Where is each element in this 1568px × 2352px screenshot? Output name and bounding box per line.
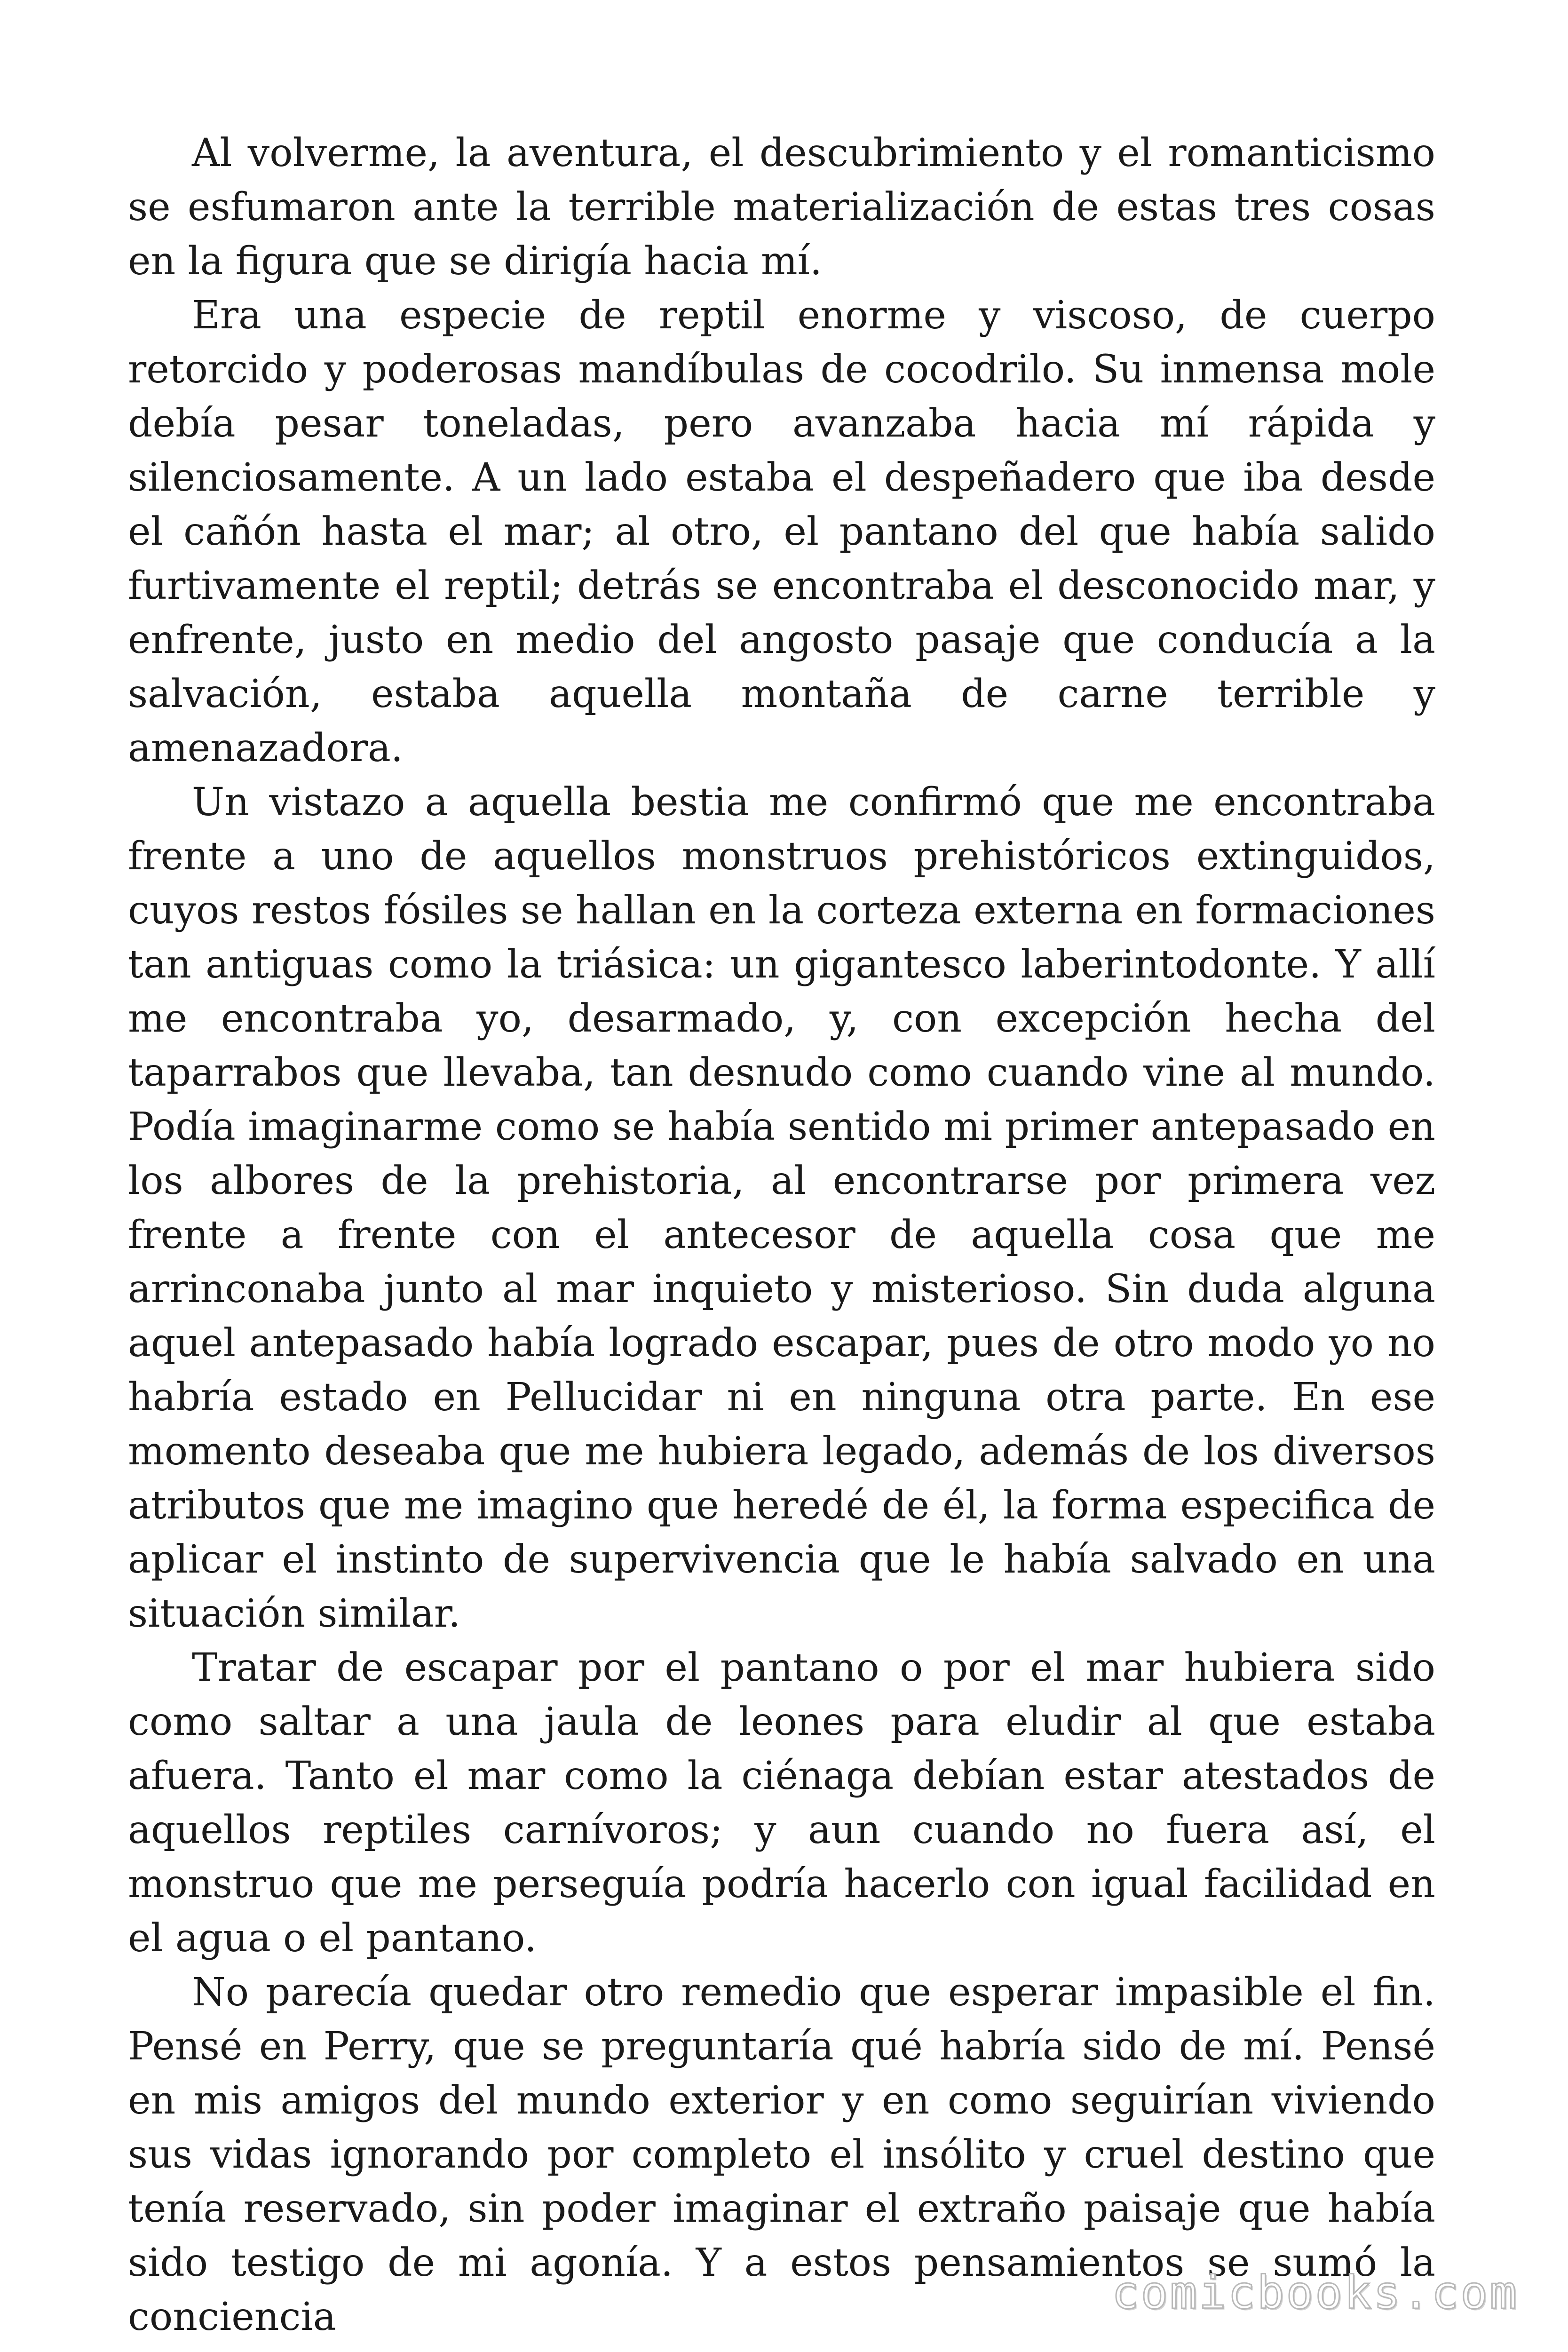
paragraph-1: Al volverme, la aventura, el descubrimiento y el romanticismo se esfumaron ante la terrible materialización de estas tres cosas en la figura que se dirigía hacia mí. xyxy=(128,131,1435,284)
watermark-logo: comicbooks.com xyxy=(1111,2266,1519,2319)
paragraph-5: No parecía quedar otro remedio que esperar impasible el fin. Pensé en Perry, que se preguntaría qué habría sido de mí. Pensé en mis amigos del mundo exterior y en como seguirían viviendo sus vidas ignorando por completo el insólito y cruel destino que tenía reservado, sin poder imaginar el extraño paisaje que había sido testigo de mi agonía. Y a estos pensamientos se sumó la conciencia xyxy=(128,1970,1435,2339)
paragraph-2: Era una especie de reptil enorme y viscoso, de cuerpo retorcido y poderosas mandíbulas de cocodrilo. Su inmensa mole debía pesar toneladas, pero avanzaba hacia mí rápida y silenciosamente. A un lado estaba el despeñadero que iba desde el cañón hasta el mar; al otro, el pantano del que había salido furtivamente el reptil; detrás se encontraba el desconocido mar, y enfrente, justo en medio del angosto pasaje que conducía a la salvación, estaba aquella montaña de carne terrible y amenazadora. xyxy=(128,293,1435,771)
paragraph-4: Tratar de escapar por el pantano o por el mar hubiera sido como saltar a una jaula de leones para eludir al que estaba afuera. Tanto el mar como la ciénaga debían estar atestados de aquellos reptiles carnívoros; y aun cuando no fuera así, el monstruo que me perseguía podría hacerlo con igual facilidad en el agua o el pantano. xyxy=(128,1645,1435,1961)
body-text xyxy=(128,126,1435,2344)
paragraph-3: Un vistazo a aquella bestia me confirmó que me encontraba frente a uno de aquellos monstruos prehistóricos extinguidos, cuyos restos fósiles se hallan en la corteza externa en formaciones tan antiguas como la triásica: un gigantesco laberintodonte. Y allí me encontraba yo, desarmado, y, con excepción hecha del taparrabos que llevaba, tan desnudo como cuando vine al mundo. Podía imaginarme como se había sentido mi primer antepasado en los albores de la prehistoria, al encontrarse por primera vez frente a frente con el antecesor de aquella cosa que me arrinconaba junto al mar inquieto y misterioso. Sin duda alguna aquel antepasado había logrado escapar, pues de otro modo yo no habría estado en Pellucidar ni en ninguna otra parte. En ese momento deseaba que me hubiera legado, además de los diversos atributos que me imagino que heredé de él, la forma especifica de aplicar el instinto de supervivencia que le había salvado en una situación similar. xyxy=(128,780,1435,1636)
